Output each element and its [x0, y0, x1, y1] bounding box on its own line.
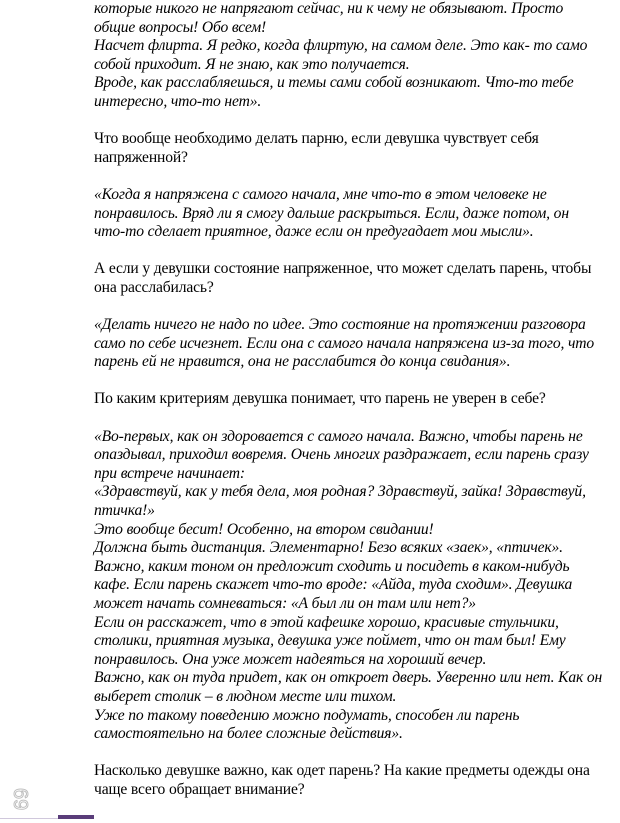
text-line: «Делать ничего не надо по идее. Это состояние на протяжении разговора: [94, 316, 586, 334]
text-line: опаздывал, приходил вовремя. Очень многих раздражает, если парень сразу: [94, 446, 589, 464]
answer-paragraph: [94, 316, 620, 372]
text-line: По каким критериям девушка понимает, что парень не уверен в себе?: [94, 390, 546, 408]
paragraph-gap: [94, 298, 620, 317]
question-paragraph: [94, 390, 620, 409]
page-body: [94, 0, 620, 800]
text-line: что-то сделает приятное, даже если он предугадает мои мысли».: [94, 223, 534, 241]
text-line: «Во-первых, как он здоровается с самого начала. Важно, чтобы парень не: [94, 427, 583, 445]
text-line: А если у девушки состояние напряженное, что может сделать парень, чтобы: [94, 260, 592, 278]
text-line: Это вообще бесит! Особенно, на втором свидании!: [94, 520, 434, 538]
text-line: собой приходит. Я не знаю, как это получается.: [94, 55, 410, 73]
paragraph-gap: [94, 167, 620, 186]
text-line: чаще всего обращает внимание?: [94, 780, 305, 798]
text-line: Вроде, как расслабляешься, и темы сами собой возникают. Что-то тебе: [94, 74, 574, 92]
text-line: Насколько девушке важно, как одет парень? На какие предметы одежды она: [94, 762, 590, 780]
text-line: при встрече начинает:: [94, 464, 245, 482]
paragraph-gap: [94, 409, 620, 428]
text-line: Должна быть дистанция. Элементарно! Безо всяких «заек», «птичек».: [94, 539, 563, 557]
text-line: Важно, как он туда придет, как он откроет дверь. Уверенно или нет. Как он: [94, 669, 603, 687]
text-line: Насчет флирта. Я редко, когда флиртую, на самом деле. Это как- то само: [94, 37, 588, 55]
text-line: понравилось. Вряд ли я смогу дальше раскрыться. Если, даже потом, он: [94, 204, 569, 222]
footer-rule: [0, 818, 58, 819]
text-line: она расслабилась?: [94, 278, 214, 296]
paragraph-gap: [94, 112, 620, 131]
question-paragraph: [94, 762, 620, 799]
footer-accent-bar: [58, 815, 94, 819]
text-line: Что вообще необходимо делать парню, если девушка чувствует себя: [94, 130, 539, 148]
text-line: может начать сомневаться: «А был ли он там или нет?»: [94, 595, 476, 612]
text-line: кафе. Если парень скажет что-то вроде: «Айда, туда сходим». Девушка: [94, 576, 573, 594]
text-line: понравилось. Она уже может надеяться на хороший вечер.: [94, 650, 487, 668]
answer-paragraph: [94, 186, 620, 242]
text-line: Важно, каким тоном он предложит сходить и посидеть в каком-нибудь: [94, 557, 570, 575]
text-line: «Здравствуй, как у тебя дела, моя родная? Здравствуй, зайка! Здравствуй,: [94, 483, 586, 501]
text-line: общие вопросы! Обо всем!: [94, 18, 267, 36]
text-line: птичка!»: [94, 502, 155, 520]
text-line: самостоятельно на более сложные действия».: [94, 725, 403, 743]
text-line: парень ей не нравится, она не расслабится до конца свидания».: [94, 353, 511, 371]
text-line: само по себе исчезнет. Если она с самого начала напряжена из-за того, что: [94, 334, 595, 352]
text-line: Уже по такому поведению можно подумать, способен ли парень: [94, 706, 520, 724]
text-line: столики, приятная музыка, девушка уже поймет, что он там был! Ему: [94, 632, 566, 650]
page-number: 69: [9, 788, 31, 811]
text-line: «Когда я напряжена с самого начала, мне что-то в этом человеке не: [94, 185, 547, 203]
text-line: которые никого не напрягают сейчас, ни к чему не обязывают. Просто: [94, 0, 564, 17]
answer-paragraph: [94, 0, 620, 112]
answer-paragraph: [94, 428, 620, 744]
paragraph-gap: [94, 744, 620, 763]
text-line: интересно, что-то нет».: [94, 92, 262, 110]
question-paragraph: [94, 130, 620, 167]
text-line: Если он расскажет, что в этой кафешке хорошо, красивые стульчики,: [94, 613, 559, 631]
paragraph-gap: [94, 242, 620, 261]
text-line: выберет столик – в людном месте или тихом.: [94, 687, 397, 705]
question-paragraph: [94, 260, 620, 297]
text-line: напряженной?: [94, 148, 188, 166]
paragraph-gap: [94, 372, 620, 391]
